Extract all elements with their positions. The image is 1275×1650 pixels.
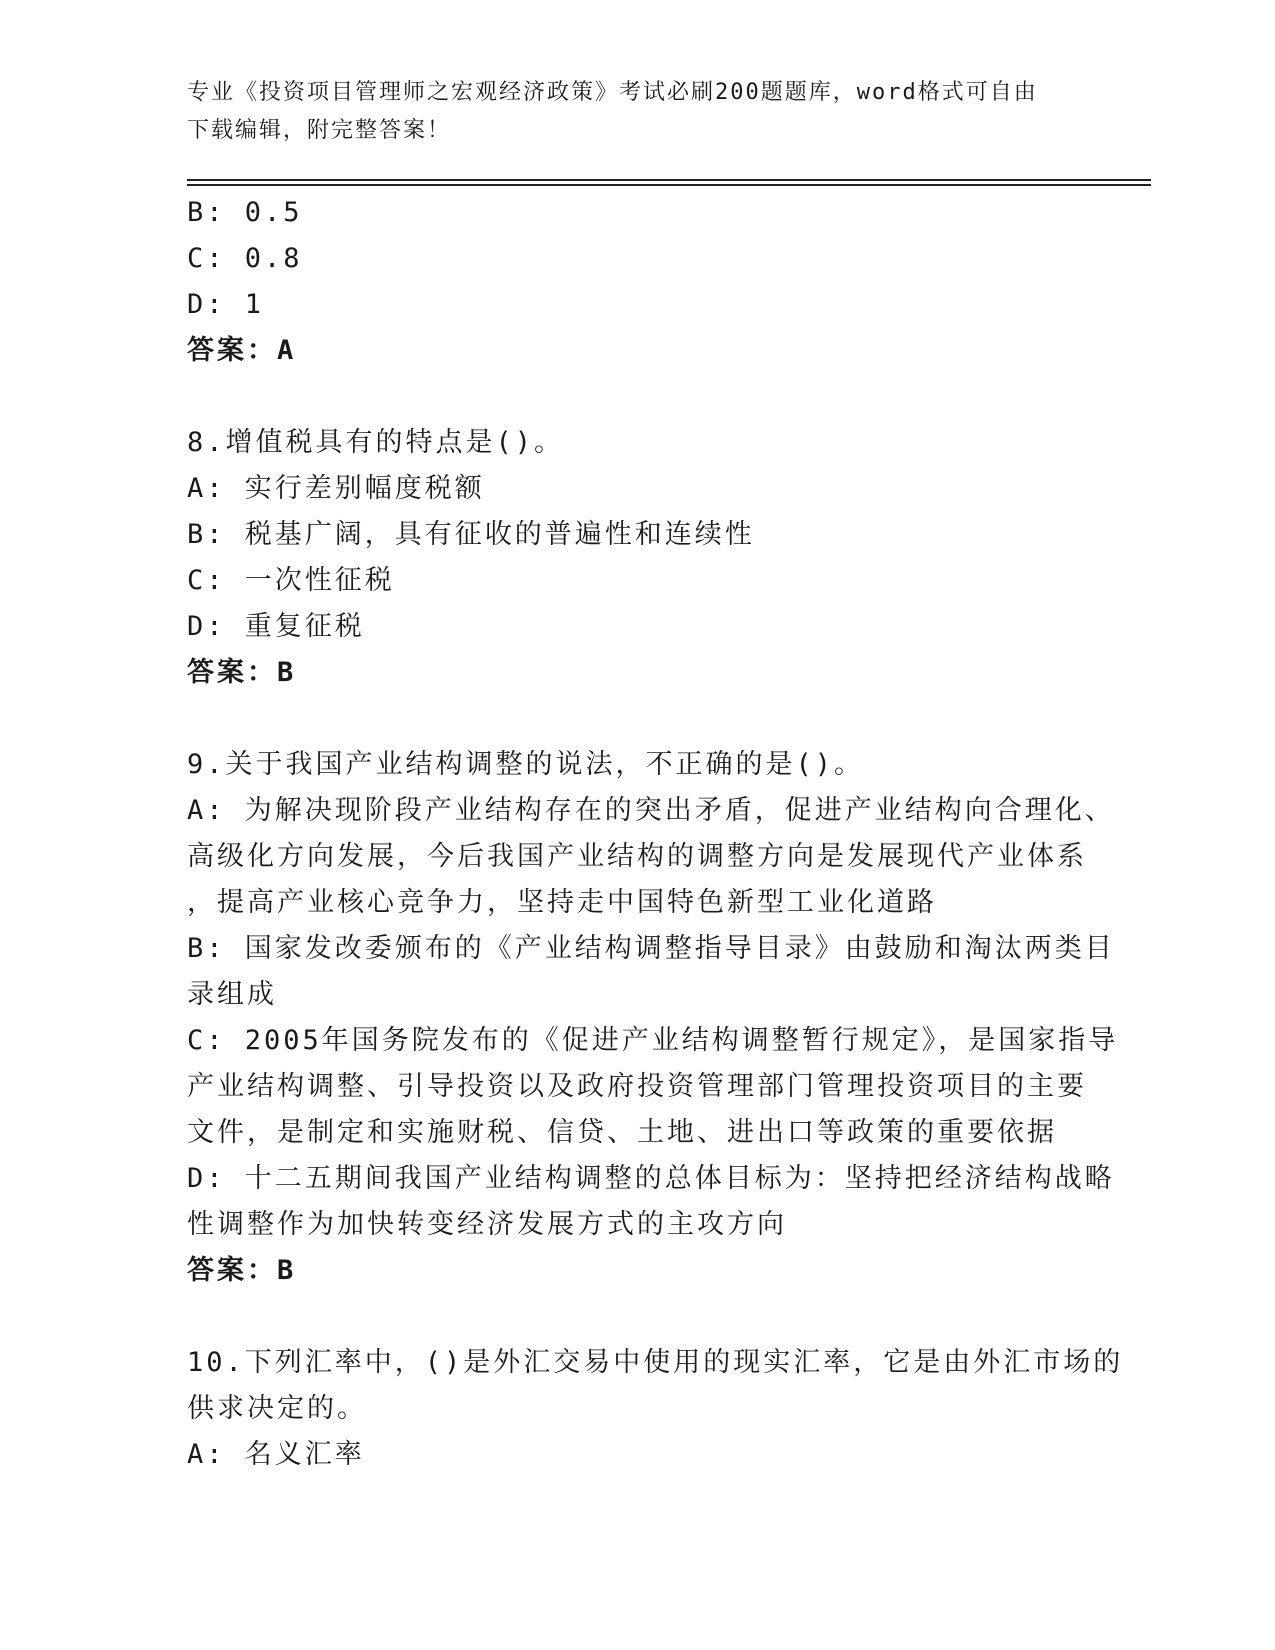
header-line-1: 专业《投资项目管理师之宏观经济政策》考试必刷200题题库，word格式可自由 [187,80,1038,105]
option-c-line: 产业结构调整、引导投资以及政府投资管理部门管理投资项目的主要 [187,1071,1087,1102]
option-a-line: A: 为解决现阶段产业结构存在的突出矛盾，促进产业结构向合理化、 [187,795,1115,826]
answer: 答案：B [187,1255,297,1286]
option-a: A: 实行差别幅度税额 [187,473,485,504]
option-d-line: 性调整作为加快转变经济发展方式的主攻方向 [187,1209,787,1240]
option-c: C: 一次性征税 [187,565,395,596]
question-10 [187,1340,1124,1478]
question-8 [187,420,1087,696]
option-d: D: 重复征税 [187,611,365,642]
option-a: A: 名义汇率 [187,1439,365,1470]
option-b: B: 0.5 [187,197,303,228]
header-line-2: 下载编辑，附完整答案！ [187,118,452,143]
option-b: B: 税基广阔，具有征收的普遍性和连续性 [187,519,755,550]
question-9 [187,742,1119,1294]
header-divider-top [187,179,1151,181]
answer: 答案：A [187,335,297,366]
header-divider-bottom [187,184,1151,186]
option-d-line: D: 十二五期间我国产业结构调整的总体目标为：坚持把经济结构战略 [187,1163,1115,1194]
option-a-line: 高级化方向发展，今后我国产业结构的调整方向是发展现代产业体系 [187,841,1087,872]
question-text: 8.增值税具有的特点是()。 [187,427,565,458]
question-text: 9.关于我国产业结构调整的说法，不正确的是()。 [187,749,865,780]
option-d: D: 1 [187,289,265,320]
previous-question-block [187,190,1087,374]
option-c: C: 0.8 [187,243,303,274]
option-c-line: 文件，是制定和实施财税、信贷、土地、进出口等政策的重要依据 [187,1117,1057,1148]
option-b-line: B: 国家发改委颁布的《产业结构调整指导目录》由鼓励和淘汰两类目 [187,933,1115,964]
option-a-line: ，提高产业核心竞争力，坚持走中国特色新型工业化道路 [187,887,937,918]
question-text-line: 供求决定的。 [187,1393,367,1424]
document-header [187,74,1067,150]
option-b-line: 录组成 [187,979,277,1010]
document-body [187,190,1124,1478]
option-c-line: C: 2005年国务院发布的《促进产业结构调整暂行规定》，是国家指导 [187,1025,1119,1056]
question-text-line: 10.下列汇率中，()是外汇交易中使用的现实汇率，它是由外汇市场的 [187,1347,1124,1378]
answer: 答案：B [187,657,297,688]
